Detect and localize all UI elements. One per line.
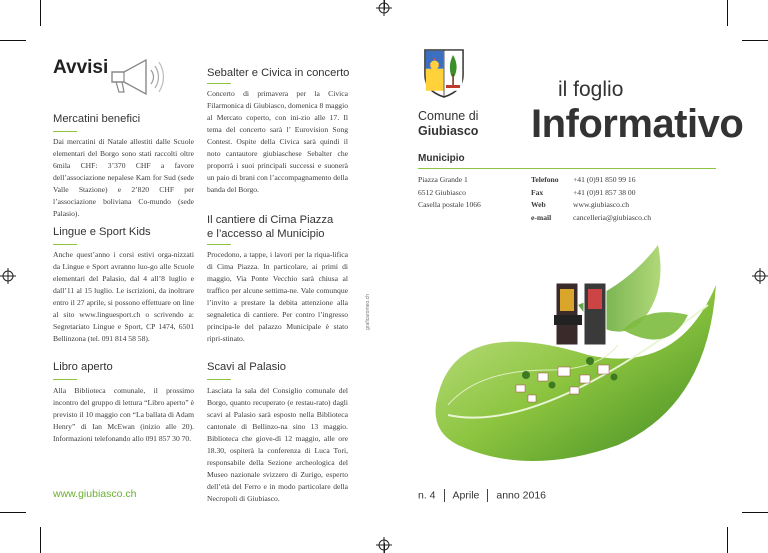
cover-illustration: [418, 245, 718, 477]
issue-footer: [418, 489, 546, 502]
masthead-line2: Informativo: [531, 102, 744, 146]
cantiere-title-line2: e l’accesso al Municipio: [207, 227, 325, 240]
crop-mark: [0, 512, 26, 513]
address-line: Piazza Grande 1: [418, 175, 468, 184]
contacts: [531, 174, 651, 224]
issue-year: anno 2016: [496, 489, 547, 502]
issue-number: n. 4: [418, 489, 436, 502]
contact-value[interactable]: +41 (0)91 850 99 16: [573, 175, 636, 184]
lingue-title: Lingue e Sport Kids: [53, 226, 151, 238]
address-line: Casella postale 1066: [418, 200, 481, 209]
section-rule: [207, 379, 231, 380]
contact-row-phone: [531, 174, 651, 187]
divider: [487, 489, 488, 502]
section-rule: [53, 244, 77, 245]
crop-mark: [0, 40, 26, 41]
mercatini-title: Mercatini benefici: [53, 113, 141, 125]
contact-label: e-mail: [531, 212, 552, 222]
registration-mark-icon: [376, 537, 392, 553]
avvisi-title: Avvisi: [53, 57, 109, 78]
registration-mark-icon: [376, 0, 392, 16]
divider: [444, 489, 445, 502]
crop-mark: [742, 40, 768, 41]
registration-mark-icon: [0, 268, 16, 284]
address-line: 6512 Giubiasco: [418, 187, 466, 197]
header-rule: [418, 168, 716, 169]
megaphone-icon: [106, 54, 166, 100]
masthead-line1: il foglio: [558, 78, 624, 101]
libro-text: Alla Biblioteca comunale, il prossimo incontro del gruppo di lettura “Libro aperto” è previsto il 10 maggio con “La ballata di Adam Henry” di Ian McEwan (inizio alle 20). Informazioni telefonando allo 091 857 30 70.: [53, 386, 194, 443]
contact-value: +41 (0)91 857 38 00: [573, 187, 636, 197]
crop-mark: [727, 0, 728, 26]
section-rule: [207, 244, 231, 245]
scavi-text: Lasciata la sala del Consiglio comunale del Borgo, quanto recuperato (e restau-rato) dagli scavi al Palasio sarà esposto nella Biblioteca cantonale di Bellinzo-na sino 13 maggio. Biblioteca che giove-dì 12 maggio, alle ore 18.30, ospiterà la conferenza di Luca Tori, responsabile della Sezione archeologica del Museo nazionale svizzero di Zurigo, esperto dell’età del Ferro e in modo particolare della Necropoli di Giubiasco.: [207, 386, 348, 503]
comune-name: [418, 109, 478, 139]
website-link[interactable]: www.giubiasco.ch: [53, 488, 137, 500]
crop-mark: [40, 0, 41, 26]
graphic-credit: graficaromeo.ch: [365, 294, 371, 330]
comune-line1: Comune di: [418, 109, 479, 123]
contact-label: Fax: [531, 187, 544, 197]
sebalter-text: Concerto di primavera per la Civica Filarmonica di Giubiasco, domenica 8 maggio al Mercato coperto, con ini-zio alle 17. Il tema del concerto sarà l’ Eurovision Song Contest. Ospite della Civica sarà quindi il noto cantautore giubiaschese Sebalter che proporrà i suoi principali successi e suonerà un paio di brani con l’accompagnamento della banda del Borgo.: [207, 89, 348, 194]
contact-row-web: [531, 199, 651, 212]
registration-mark-icon: [752, 268, 768, 284]
municipio-label: Municipio: [418, 153, 465, 164]
crop-mark: [40, 527, 41, 553]
contact-value[interactable]: cancelleria@giubiasco.ch: [573, 212, 652, 222]
cantiere-text: Procedono, a tappe, i lavori per la riqua-lifica di Cima Piazza. In particolare, ai primi di maggio, Via Ponte Vecchio sarà chiusa al traffico per alcune settima-ne. Vale comunque l’invito a prestare la debita attenzione alla segnaletica di cantiere. Per contro l’ingresso principa-le del palazzo Municipale è stato ripri-stinato.: [207, 250, 348, 343]
crop-mark: [742, 512, 768, 513]
comune-line2: Giubiasco: [418, 124, 479, 138]
coat-of-arms-logo: [422, 47, 466, 99]
contact-row-email: [531, 212, 651, 225]
scavi-title: Scavi al Palasio: [207, 361, 286, 373]
section-rule: [53, 379, 77, 380]
contact-value[interactable]: www.giubiasco.ch: [573, 200, 630, 209]
issue-month: Aprile: [452, 489, 480, 502]
lingue-text: Anche quest’anno i corsi estivi orga-nizzati da Lingue e Sport avranno luo-go alle Scuole elementari del Palasio, dal 4 all’8 luglio e dall’11 al 15 luglio. Le iscrizioni, da inoltrare entro il 27 aprile, si possono effettuare on line al sito www.linguesport.ch o scrivendo a: Segretariato Lingue e Sport, CP 1474, 6501 Bellinzona (tel. 091 814 58 58).: [53, 250, 194, 343]
contact-label: Web: [531, 200, 546, 209]
section-rule: [53, 131, 77, 132]
municipio-address: [418, 174, 481, 212]
crop-mark: [727, 527, 728, 553]
cantiere-title: [207, 214, 333, 241]
mercatini-text: Dai mercatini di Natale allestiti dalle Scuole elementari del Borgo sono stati raccolti oltre 6mila CHF: 3’370 CHF a favore dell’associazione nepalese Kam for Sud (sede Valle Stazione) e 2’820 CHF per l’associazione boliviana Co-mundo (sede Palasio).: [53, 137, 194, 218]
libro-title: Libro aperto: [53, 361, 113, 373]
sebalter-title: Sebalter e Civica in concerto: [207, 67, 350, 79]
section-rule: [207, 83, 231, 84]
cantiere-title-line1: Il cantiere di Cima Piazza: [207, 214, 334, 226]
contact-row-fax: [531, 187, 651, 200]
contact-label: Telefono: [531, 175, 559, 184]
